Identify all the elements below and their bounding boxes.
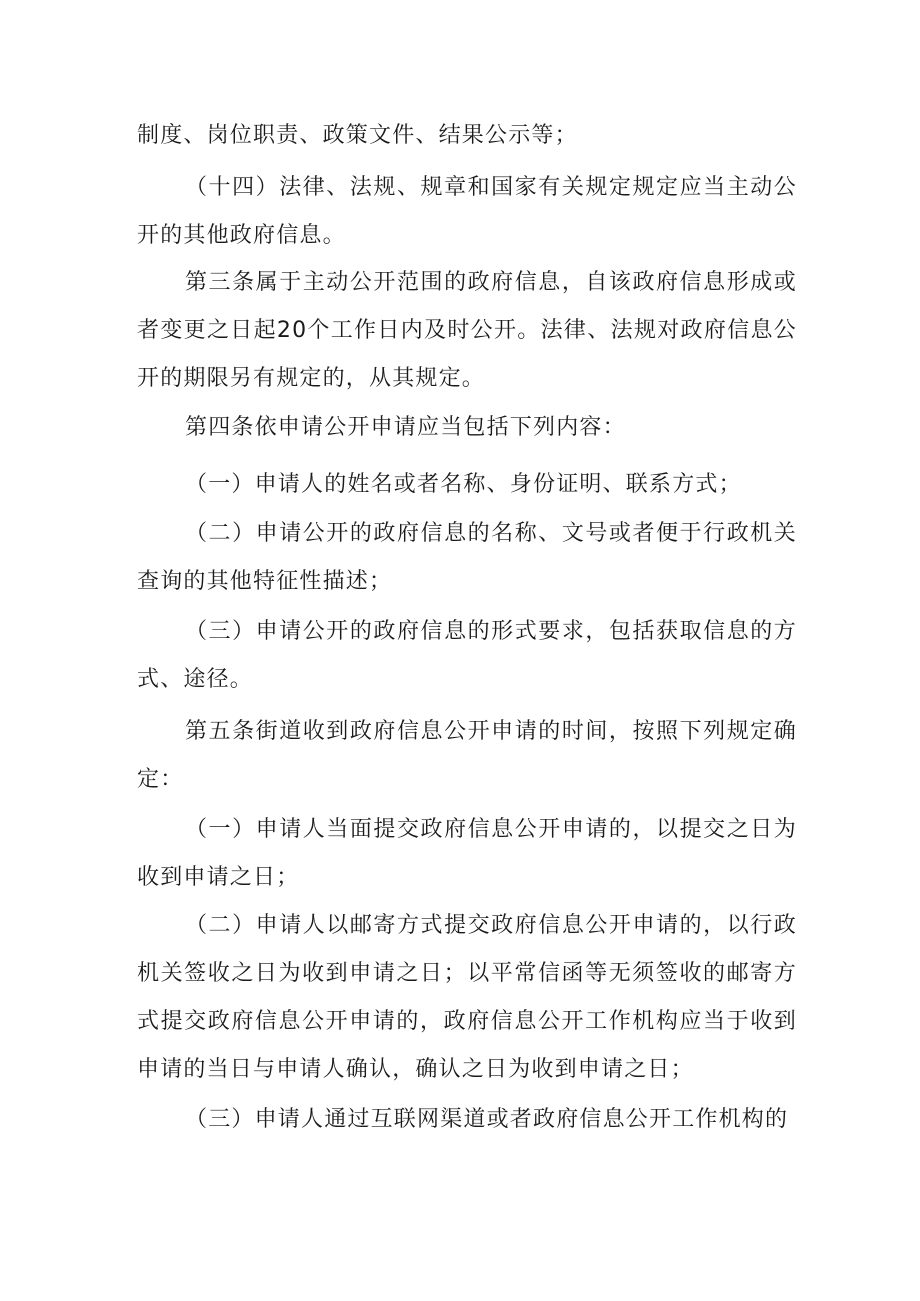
paragraph-article-5-item-3: （三）申请人通过互联网渠道或者政府信息公开工作机构的 — [185, 1107, 789, 1132]
paragraph-article-5-item-2: （二）申请人以邮寄方式提交政府信息公开申请的，以行政机关签收之日为收到申请之日；以平常信函等无须签收的邮寄方式提交政府信息公开申请的，政府信息公开工作机构应当于收到申请的当日与申请人确认，确认之日为收到申请之日； — [137, 913, 797, 1082]
paragraph-article-4: 第四条依申请公开申请应当包括下列内容： — [185, 415, 626, 440]
paragraph-article-5: 第五条街道收到政府信息公开申请的时间，按照下列规定确定： — [137, 719, 797, 792]
paragraph-item-14: （十四）法律、法规、规章和国家有关规定规定应当主动公开的其他政府信息。 — [137, 175, 797, 248]
paragraph-continuation: 制度、岗位职责、政策文件、结果公示等； — [137, 123, 578, 148]
paragraph-article-4-item-1: （一）申请人的姓名或者名称、身份证明、联系方式； — [185, 472, 742, 497]
paragraph-article-4-item-3: （三）申请公开的政府信息的形式要求，包括获取信息的方式、途径。 — [137, 619, 797, 692]
paragraph-article-3: 第三条属于主动公开范围的政府信息，自该政府信息形成或者变更之日起20个工作日内及时公开。法律、法规对政府信息公开的期限另有规定的，从其规定。 — [137, 270, 797, 391]
paragraph-article-4-item-2: （二）申请公开的政府信息的名称、文号或者便于行政机关查询的其他特征性描述； — [137, 521, 797, 594]
paragraph-article-5-item-1: （一）申请人当面提交政府信息公开申请的，以提交之日为收到申请之日； — [137, 817, 797, 890]
